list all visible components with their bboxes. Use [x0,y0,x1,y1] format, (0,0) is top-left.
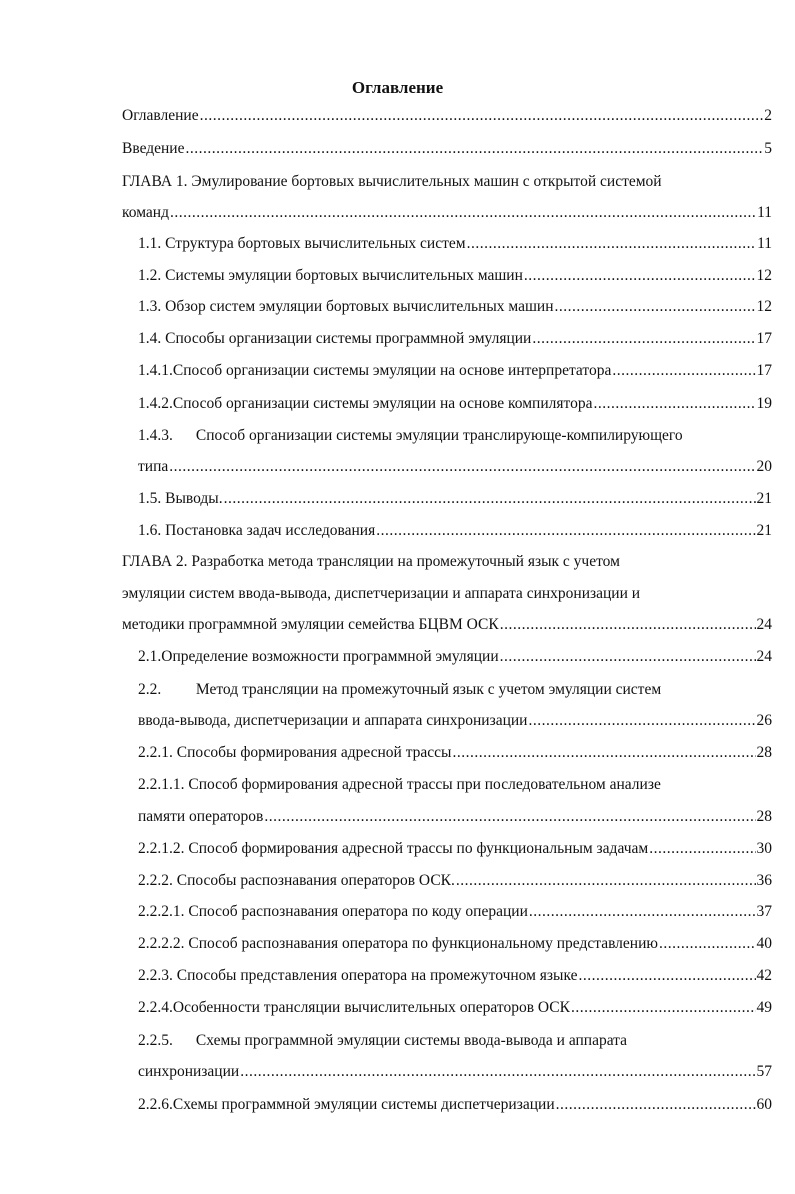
toc-page-number: 57 [756,1063,772,1080]
toc-entry-text: Способ организации системы эмуляции на основе интерпретатора [172,362,612,379]
toc-entry-number: 1.4.2. [138,395,173,412]
toc-page-number: 24 [756,648,772,665]
toc-entry[interactable] [122,138,772,160]
toc-entry-number: 2.2.6. [138,1096,173,1113]
dot-leader [532,328,755,350]
toc-entry-text: 2.2.1.2. Способ формирования адресной трассы по функциональным задачам [138,840,649,857]
toc-entry[interactable] [138,870,772,892]
toc-entry-heading[interactable] [122,551,772,573]
toc-entry-text: 2.2.1.1. Способ формирования адресной трассы при последовательном анализе [138,776,661,793]
toc-entry-text: 2.2.2.2. Способ распознавания оператора по функциональному представлению [138,935,658,952]
toc-entry[interactable] [138,456,772,478]
toc-entry-heading[interactable] [138,1030,772,1052]
toc-entry-text: Схемы программной эмуляции системы диспетчеризации [172,1096,555,1113]
toc-entry-text: памяти операторов [138,808,264,825]
toc-entry-number: 1.4.3. [138,427,173,444]
dot-leader [579,965,756,987]
toc-entry[interactable] [122,614,772,636]
dot-leader [555,296,756,318]
toc-entry[interactable] [138,265,772,287]
toc-entry[interactable] [122,202,772,224]
dot-leader [571,997,756,1019]
toc-entry-text: синхронизации [138,1063,240,1080]
dot-leader [556,1094,756,1116]
toc-entry-heading[interactable] [138,679,772,701]
page-title: Оглавление [351,78,444,97]
toc-entry-text: ГЛАВА 2. Разработка метода трансляции на промежуточный язык с учетом [122,553,620,570]
dot-leader [500,614,756,636]
toc-entry-text: 2.2.1. Способы формирования адресной трассы [138,744,452,761]
dot-leader [170,202,756,224]
toc-page-number: 28 [756,744,772,761]
toc-page-number: 19 [756,395,772,412]
toc-page-number: 40 [756,935,772,952]
toc-entry[interactable] [138,901,772,923]
dot-leader [185,138,763,160]
toc-entry[interactable] [138,710,772,732]
toc-entry[interactable] [138,393,772,415]
toc-page-number: 42 [756,967,772,984]
dot-leader [240,1061,755,1083]
toc-entry-heading[interactable] [122,583,772,605]
toc-entry-text: 2.2.2. Способы распознавания операторов ОСК. [138,872,455,889]
toc-entry[interactable] [138,646,772,668]
toc-entry[interactable] [138,1094,772,1116]
toc-page-number: 21 [756,522,772,539]
dot-leader [169,456,755,478]
dot-leader [452,742,755,764]
toc-entry[interactable] [138,965,772,987]
toc-entry[interactable] [138,360,772,382]
toc-entry-text: 1.5. Выводы. [138,490,223,507]
toc-entry-text: эмуляции систем ввода-вывода, диспетчеризации и аппарата синхронизации и [122,585,641,602]
dot-leader [264,806,755,828]
dot-leader [528,710,755,732]
toc-entry[interactable] [122,105,772,127]
toc-entry-text: Метод трансляции на промежуточный язык с учетом эмуляции систем [195,681,662,698]
toc-page-number: 20 [756,458,772,475]
toc-entry[interactable] [138,838,772,860]
toc-entry-text: 1.2. Системы эмуляции бортовых вычислительных машин [138,267,523,284]
toc-entry-text: Схемы программной эмуляции системы ввода-вывода и аппарата [195,1032,628,1049]
toc-page-number: 17 [756,330,772,347]
toc-entry[interactable] [138,296,772,318]
toc-entry[interactable] [138,933,772,955]
toc-entry-text: Способ организации системы эмуляции на основе компилятора [172,395,593,412]
toc-entry-text: 2.2.2.1. Способ распознавания оператора по коду операции [138,903,528,920]
toc-entry-heading[interactable] [138,425,772,447]
toc-entry-text: ввода-вывода, диспетчеризации и аппарата синхронизации [138,712,528,729]
dot-leader [659,933,756,955]
toc-entry-text: 1.6. Постановка задач исследования [138,522,376,539]
toc-entry-text: 2.2.3. Способы представления оператора на промежуточном языке [138,967,578,984]
dot-leader [224,488,756,510]
toc-page-number: 24 [756,616,772,633]
toc-entry-text: ГЛАВА 1. Эмулирование бортовых вычислительных машин с открытой системой [122,173,662,190]
toc-entry-text: Введение [122,140,185,157]
toc-entry-text: команд [122,204,169,221]
dot-leader [649,838,755,860]
toc-entry-number: 2.2.5. [138,1032,173,1049]
toc-entry[interactable] [138,328,772,350]
toc-entry-text: 1.4. Способы организации системы программной эмуляции [138,330,532,347]
toc-page-number: 21 [756,490,772,507]
toc-entry[interactable] [138,1061,772,1083]
toc-entry-heading[interactable] [138,774,772,796]
toc-page-number: 11 [757,235,772,252]
toc-page-number: 36 [756,872,772,889]
toc-entry-text: 1.1. Структура бортовых вычислительных систем [138,235,466,252]
toc-page-number: 11 [757,204,772,221]
dot-leader [529,901,756,923]
dot-leader [200,105,764,127]
toc-page-number: 17 [756,362,772,379]
toc-entry[interactable] [138,806,772,828]
dot-leader [593,393,755,415]
toc-entry-number: 2.2.4. [138,999,173,1016]
toc-page-number: 26 [756,712,772,729]
toc-entry-text: 1.3. Обзор систем эмуляции бортовых вычислительных машин [138,298,554,315]
dot-leader [612,360,755,382]
toc-page-number: 30 [756,840,772,857]
dot-leader [467,233,756,255]
toc-page-number: 28 [756,808,772,825]
toc-entry-text: Способ организации системы эмуляции транслирующе-компилирующего [195,427,683,444]
dot-leader [456,870,756,892]
toc-entry-text: Особенности трансляции вычислительных операторов ОСК [172,999,570,1016]
toc-entry[interactable] [138,520,772,542]
toc-page-number: 37 [756,903,772,920]
dot-leader [524,265,756,287]
dot-leader [500,646,756,668]
toc-page-number: 2 [764,107,772,124]
toc-entry-number: 2.2. [138,681,162,698]
toc-entry[interactable] [138,997,772,1019]
toc-entry-text: Определение возможности программной эмуляции [161,648,499,665]
toc-page-number: 12 [756,267,772,284]
toc-page-number: 49 [756,999,772,1016]
dot-leader [376,520,755,542]
toc-entry-number: 2.1. [138,648,162,665]
toc-entry-text: методики программной эмуляции семейства БЦВМ ОСК [122,616,499,633]
toc-entry-number: 1.4.1. [138,362,173,379]
toc-entry[interactable] [138,742,772,764]
toc-entry[interactable] [138,233,772,255]
toc-page-number: 12 [756,298,772,315]
toc-entry-heading[interactable] [122,171,772,193]
toc-entry-text: типа [138,458,169,475]
toc-entry-text: Оглавление [122,107,199,124]
toc-page-number: 60 [756,1096,772,1113]
toc-page-number: 5 [764,140,772,157]
toc-entry[interactable] [138,488,772,510]
